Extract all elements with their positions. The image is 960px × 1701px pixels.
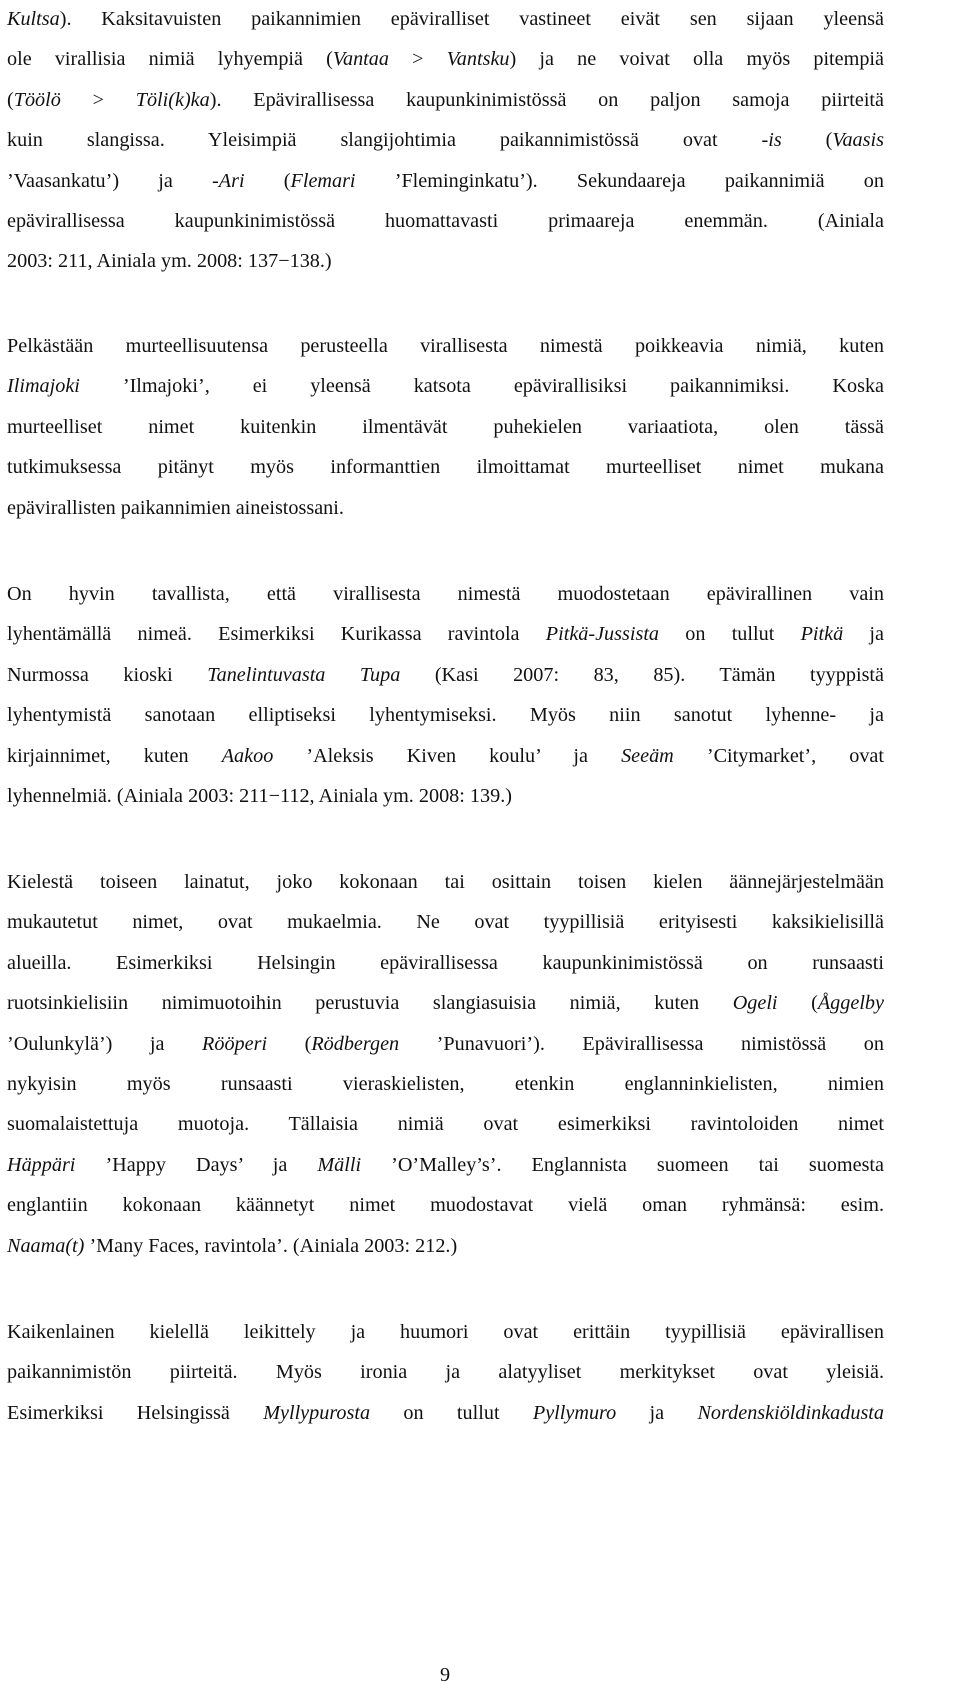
text-run: ruotsinkielisiin nimimuotoihin perustuvia slangiasuisia nimiä, kuten — [7, 992, 733, 1015]
text-run: kirjainnimet, kuten — [7, 744, 222, 767]
text-run: > — [60, 88, 136, 111]
italic-term: Myllypurosta — [263, 1401, 371, 1424]
text-run: ja — [843, 623, 884, 646]
italic-term: Vantsku — [446, 48, 510, 71]
text-run: epävirallisten paikannimien aineistossani. — [7, 496, 344, 519]
italic-term: Mälli — [317, 1153, 362, 1176]
text-run: mukautetut nimet, ovat mukaelmia. Ne ovat tyypillisiä erityisesti kaksikielisillä — [7, 911, 884, 934]
paragraph — [7, 326, 884, 528]
text-run: Esimerkiksi Helsingissä — [7, 1401, 264, 1424]
text-line — [7, 862, 884, 902]
text-run: ’Citymarket’, ovat — [673, 744, 884, 767]
italic-term: Naama(t) — [7, 1234, 85, 1257]
italic-term: Seeäm — [621, 744, 674, 767]
italic-term: Nordenskiöldinkadusta — [697, 1401, 885, 1424]
text-run: ’Many Faces, ravintola’. (Ainiala 2003: 212.) — [84, 1234, 458, 1257]
text-run: ( — [7, 88, 14, 111]
text-run: ( — [267, 1032, 312, 1055]
text-run: nykyisin myös runsaasti vieraskielisten, etenkin englanninkielisten, nimien — [7, 1072, 884, 1095]
text-line — [7, 1064, 884, 1104]
text-line — [7, 201, 884, 241]
text-line — [7, 902, 884, 942]
text-run: ’O’Malley’s’. Englannista suomeen tai suomesta — [361, 1153, 884, 1176]
text-run: lyhennelmiä. (Ainiala 2003: 211−112, Ainiala ym. 2008: 139.) — [7, 784, 512, 807]
paragraph — [7, 0, 884, 282]
text-run: Kaikenlainen kielellä leikittely ja huumori ovat erittäin tyypillisiä epävirallisen — [7, 1321, 884, 1343]
text-run: englantiin kokonaan käännetyt nimet muodostavat vielä oman ryhmänsä: esim. — [7, 1194, 884, 1217]
text-run: ). Kaksitavuisten paikannimien epäviralliset vastineet eivät sen sijaan yleensä — [59, 8, 884, 30]
text-run: > — [388, 48, 447, 71]
text-run: ) ja ne voivat olla myös pitempiä — [509, 48, 884, 71]
text-run: kuin slangissa. Yleisimpiä slangijohtimia paikannimistössä ovat — [7, 129, 762, 152]
text-run: on tullut — [370, 1401, 533, 1424]
italic-term: Rööperi — [202, 1032, 268, 1055]
text-line — [7, 1104, 884, 1144]
italic-term: Ogeli — [732, 992, 778, 1015]
text-run: ’Aleksis Kiven koulu’ ja — [273, 744, 622, 767]
text-line — [7, 1024, 884, 1064]
text-run: ja — [616, 1401, 698, 1424]
text-line — [7, 574, 884, 614]
text-line — [7, 488, 884, 528]
text-line — [7, 614, 884, 654]
text-run: ( — [781, 129, 833, 152]
text-run: paikannimistön piirteitä. Myös ironia ja alatyyliset merkitykset ovat yleisiä. — [7, 1361, 884, 1384]
text-run: On hyvin tavallista, että virallisesta nimestä muodostetaan epävirallinen vain — [7, 583, 884, 605]
text-line — [7, 1352, 884, 1392]
text-line — [7, 1312, 884, 1352]
page-number: 9 — [439, 1664, 451, 1686]
italic-term: -Ari — [212, 169, 245, 192]
text-run: ’Vaasankatu’) ja — [7, 169, 213, 192]
paragraph — [7, 862, 884, 1266]
text-run: 2003: 211, Ainiala ym. 2008: 137−138.) — [7, 250, 332, 273]
text-run: ’Oulunkylä’) ja — [7, 1032, 203, 1055]
italic-term: Töölö — [13, 88, 61, 111]
text-line — [7, 655, 884, 695]
text-run: ’Punavuori’). Epävirallisessa nimistössä on — [399, 1032, 884, 1055]
text-run: Nurmossa kioski — [7, 663, 208, 686]
text-line — [7, 241, 884, 281]
italic-term: Pyllymuro — [532, 1401, 617, 1424]
text-line — [7, 776, 884, 816]
italic-term: Tanelintuvasta Tupa — [207, 663, 401, 686]
text-line — [7, 80, 884, 120]
text-line — [7, 1185, 884, 1225]
paragraph — [7, 1312, 884, 1433]
text-run: ( — [244, 169, 291, 192]
italic-term: Vaasis — [832, 129, 884, 152]
text-line — [7, 366, 884, 406]
italic-term: Ilimajoki — [7, 375, 80, 398]
text-line — [7, 447, 884, 487]
text-run: murteelliset nimet kuitenkin ilmentävät puhekielen variaatiota, olen tässä — [7, 415, 884, 438]
text-line — [7, 120, 884, 160]
italic-term: Vantaa — [332, 48, 389, 71]
text-run: tutkimuksessa pitänyt myös informanttien ilmoittamat murteelliset nimet mukana — [7, 456, 884, 479]
text-line — [7, 407, 884, 447]
italic-term: Töli(k)ka — [135, 88, 210, 111]
text-line — [7, 161, 884, 201]
italic-term: Kultsa — [7, 8, 60, 30]
text-run: ’Fleminginkatu’). Sekundaareja paikannimiä on — [355, 169, 884, 192]
text-run: (Kasi 2007: 83, 85). Tämän tyyppistä — [400, 663, 884, 686]
italic-term: Pitkä-Jussista — [545, 623, 660, 646]
text-line — [7, 983, 884, 1023]
text-run: ’Happy Days’ ja — [75, 1153, 318, 1176]
text-run: lyhentymistä sanotaan elliptiseksi lyhentymiseksi. Myös niin sanotut lyhenne- ja — [7, 704, 884, 727]
italic-term: Pitkä — [800, 623, 844, 646]
text-run: Kielestä toiseen lainatut, joko kokonaan tai osittain toisen kielen äännejärjestelmään — [7, 871, 884, 893]
italic-term: Åggelby — [817, 992, 884, 1015]
italic-term: Rödbergen — [311, 1032, 400, 1055]
italic-term: Aakoo — [221, 744, 274, 767]
text-line — [7, 943, 884, 983]
text-run: epävirallisessa kaupunkinimistössä huomattavasti primaareja enemmän. (Ainiala — [7, 209, 884, 232]
text-run: suomalaistettuja muotoja. Tällaisia nimiä ovat esimerkiksi ravintoloiden nimet — [7, 1113, 884, 1136]
text-run: ’Ilmajoki’, ei yleensä katsota epävirallisiksi paikannimiksi. Koska — [79, 375, 884, 398]
text-run: on tullut — [659, 623, 801, 646]
text-run: ). Epävirallisessa kaupunkinimistössä on paljon samoja piirteitä — [209, 88, 885, 111]
text-run: ( — [777, 992, 818, 1015]
text-run: ole virallisia nimiä lyhyempiä ( — [7, 48, 333, 71]
italic-term: -is — [761, 129, 782, 152]
text-run: lyhentämällä nimeä. Esimerkiksi Kurikassa ravintola — [7, 623, 546, 646]
text-line — [7, 1226, 884, 1266]
text-run: Pelkästään murteellisuutensa perusteella virallisesta nimestä poikkeavia nimiä, kuten — [7, 335, 884, 357]
italic-term: Flemari — [290, 169, 356, 192]
text-line — [7, 0, 884, 39]
text-line — [7, 736, 884, 776]
text-line — [7, 39, 884, 79]
text-line — [7, 326, 884, 366]
text-line — [7, 695, 884, 735]
text-line — [7, 1393, 884, 1433]
text-run: alueilla. Esimerkiksi Helsingin epävirallisessa kaupunkinimistössä on runsaasti — [7, 951, 884, 974]
italic-term: Häppäri — [7, 1153, 76, 1176]
paragraph — [7, 574, 884, 816]
text-line — [7, 1145, 884, 1185]
